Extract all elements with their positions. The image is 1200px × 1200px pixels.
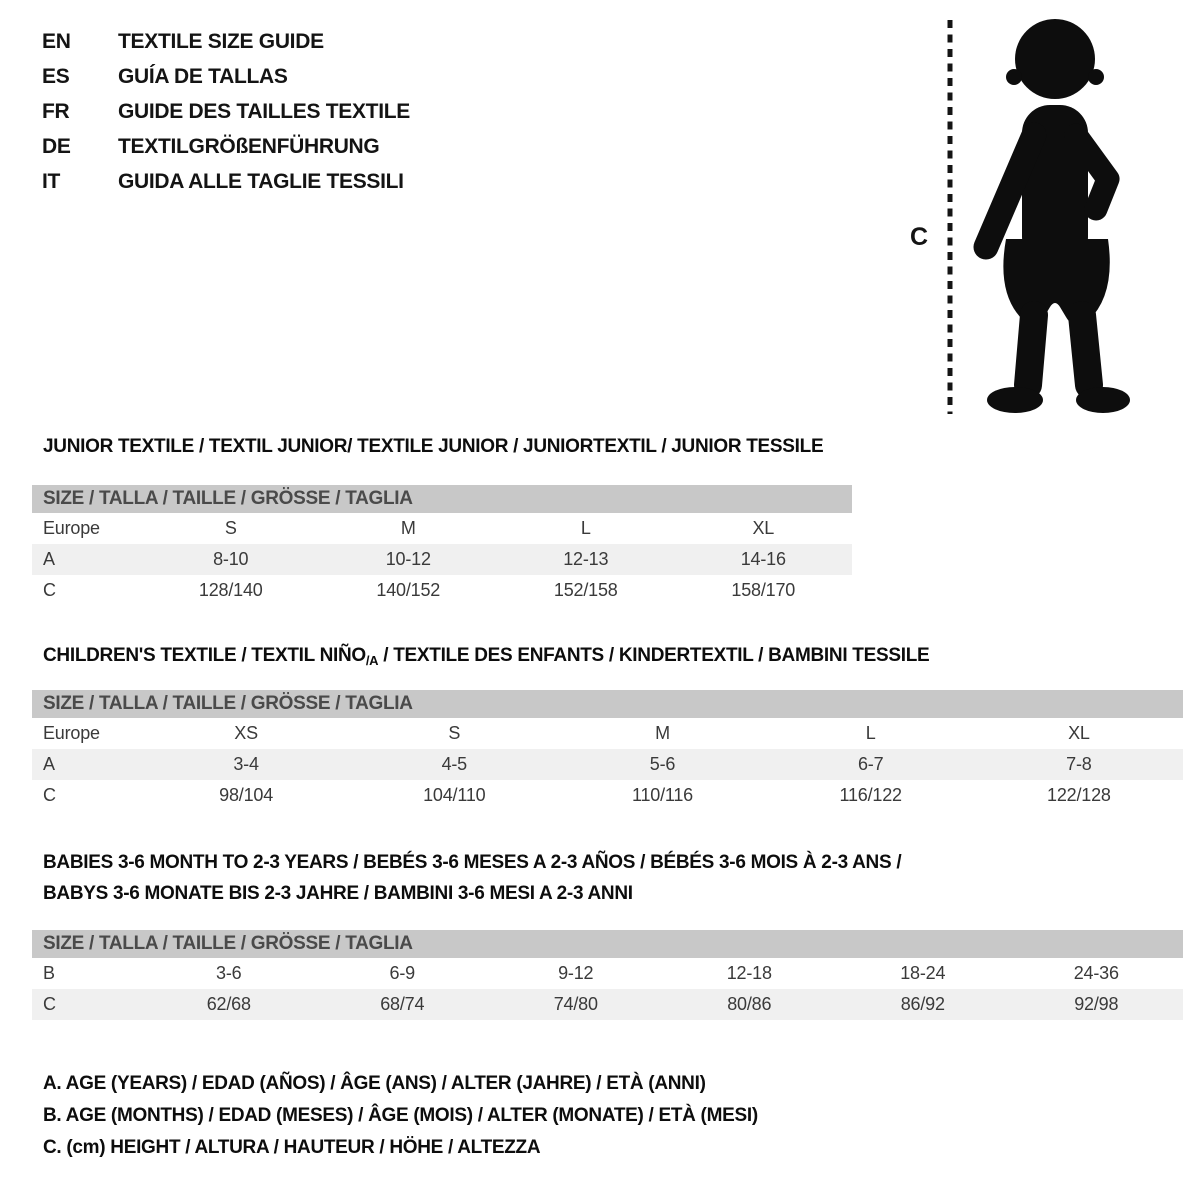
age-cell: 8-10: [213, 549, 249, 569]
legend-line-b: B. AGE (MONTHS) / EDAD (MESES) / ÂGE (MOIS) / ALTER (MONATE) / ETÀ (MESI): [43, 1105, 758, 1126]
section-title-children-post: / TEXTILE DES ENFANTS / KINDERTEXTIL / BAMBINI TESSILE: [378, 645, 930, 666]
table-row-europe: [32, 513, 852, 544]
language-code: IT: [42, 170, 61, 193]
section-title-children: [43, 640, 929, 676]
language-row-en: [42, 30, 410, 65]
height-cell: 80/86: [727, 994, 772, 1014]
size-cell: L: [580, 518, 591, 538]
table-row-age: [32, 749, 1183, 780]
language-list: [42, 30, 410, 205]
size-cell: XL: [752, 518, 775, 538]
legend: [43, 1072, 758, 1168]
section-title-babies: [43, 847, 901, 909]
language-row-fr: [42, 100, 410, 135]
row-label: C: [43, 994, 56, 1014]
size-table-children: [32, 690, 1183, 811]
language-row-it: [42, 170, 410, 205]
language-label: TEXTILE SIZE GUIDE: [118, 30, 324, 53]
age-cell: 6-7: [857, 754, 884, 774]
size-cell: M: [400, 518, 416, 538]
size-cell: S: [224, 518, 237, 538]
months-cell: 3-6: [216, 963, 242, 983]
height-cell: 98/104: [219, 785, 274, 805]
months-cell: 18-24: [900, 963, 946, 983]
table-row-months: [32, 958, 1183, 989]
size-figure-svg: [900, 12, 1145, 420]
section-title-junior-text: JUNIOR TEXTILE / TEXTIL JUNIOR/ TEXTILE JUNIOR / JUNIORTEXTIL / JUNIOR TESSILE: [43, 436, 824, 457]
language-code: EN: [42, 30, 71, 53]
row-label: Europe: [43, 723, 100, 743]
section-title-babies-line1: BABIES 3-6 MONTH TO 2-3 YEARS / BEBÉS 3-6 MESES A 2-3 AÑOS / BÉBÉS 3-6 MOIS À 2-3 ANS /: [43, 852, 902, 873]
months-cell: 6-9: [389, 963, 415, 983]
size-cell: L: [865, 723, 876, 743]
months-cell: 24-36: [1073, 963, 1119, 983]
language-code: ES: [42, 65, 70, 88]
section-title-junior: [43, 431, 823, 462]
language-row-de: [42, 135, 410, 170]
legend-line-c: C. (cm) HEIGHT / ALTURA / HAUTEUR / HÖHE / ALTEZZA: [43, 1137, 541, 1158]
row-label: Europe: [43, 518, 100, 538]
table-row-height: [32, 575, 852, 606]
age-cell: 3-4: [233, 754, 259, 774]
height-cell: 92/98: [1074, 994, 1119, 1014]
height-cell: 68/74: [380, 994, 425, 1014]
height-cell: 104/110: [423, 785, 486, 805]
size-cell: M: [655, 723, 670, 743]
table-row-europe: [32, 718, 1183, 749]
table-row-age: [32, 544, 852, 575]
row-label: B: [43, 963, 55, 983]
size-cell: XS: [234, 723, 258, 743]
table-header-junior: SIZE / TALLA / TAILLE / GRÖSSE / TAGLIA: [32, 485, 852, 513]
language-label: TEXTILGRÖßENFÜHRUNG: [118, 135, 380, 158]
height-cell: 122/128: [1047, 785, 1111, 805]
height-cell: 116/122: [839, 785, 902, 805]
language-label: GUIDA ALLE TAGLIE TESSILI: [118, 170, 404, 193]
size-table-babies: [32, 930, 1183, 1020]
height-cell: 158/170: [731, 580, 796, 600]
toddler-silhouette-icon: [986, 19, 1130, 413]
months-cell: 12-18: [726, 963, 772, 983]
height-cell: 110/116: [631, 785, 693, 805]
age-cell: 12-13: [563, 549, 609, 569]
size-cell: S: [448, 723, 461, 743]
row-label: C: [43, 785, 56, 805]
table-header-babies: SIZE / TALLA / TAILLE / GRÖSSE / TAGLIA: [32, 930, 1183, 958]
language-code: DE: [42, 135, 71, 158]
section-title-children-sub: /A: [365, 653, 379, 668]
age-cell: 14-16: [740, 549, 786, 569]
height-cell: 62/68: [206, 994, 251, 1014]
months-cell: 9-12: [558, 963, 594, 983]
height-cell: 128/140: [198, 580, 263, 600]
age-cell: 10-12: [385, 549, 431, 569]
language-row-es: [42, 65, 410, 100]
legend-line-a: A. AGE (YEARS) / EDAD (AÑOS) / ÂGE (ANS) / ALTER (JAHRE) / ETÀ (ANNI): [43, 1073, 706, 1094]
row-label: A: [43, 549, 55, 569]
row-label: A: [43, 754, 55, 774]
height-cell: 74/80: [553, 994, 598, 1014]
table-row-height: [32, 780, 1183, 811]
row-label: C: [43, 580, 56, 600]
section-title-children-pre: CHILDREN'S TEXTILE / TEXTIL NIÑO: [43, 645, 366, 666]
size-table-junior: [32, 485, 852, 606]
table-header-children: SIZE / TALLA / TAILLE / GRÖSSE / TAGLIA: [32, 690, 1183, 718]
table-row-height: [32, 989, 1183, 1020]
language-label: GUÍA DE TALLAS: [118, 65, 288, 88]
size-figure: [900, 12, 1145, 420]
age-cell: 5-6: [649, 754, 676, 774]
height-cell: 152/158: [553, 580, 618, 600]
height-cell: 86/92: [900, 994, 945, 1014]
size-cell: XL: [1068, 723, 1090, 743]
height-measure-label: C: [910, 223, 929, 251]
section-title-babies-line2: BABYS 3-6 MONATE BIS 2-3 JAHRE / BAMBINI 3-6 MESI A 2-3 ANNI: [43, 883, 633, 904]
language-code: FR: [42, 100, 70, 123]
age-cell: 7-8: [1066, 754, 1092, 774]
age-cell: 4-5: [441, 754, 467, 774]
language-label: GUIDE DES TAILLES TEXTILE: [118, 100, 410, 123]
height-cell: 140/152: [376, 580, 441, 600]
